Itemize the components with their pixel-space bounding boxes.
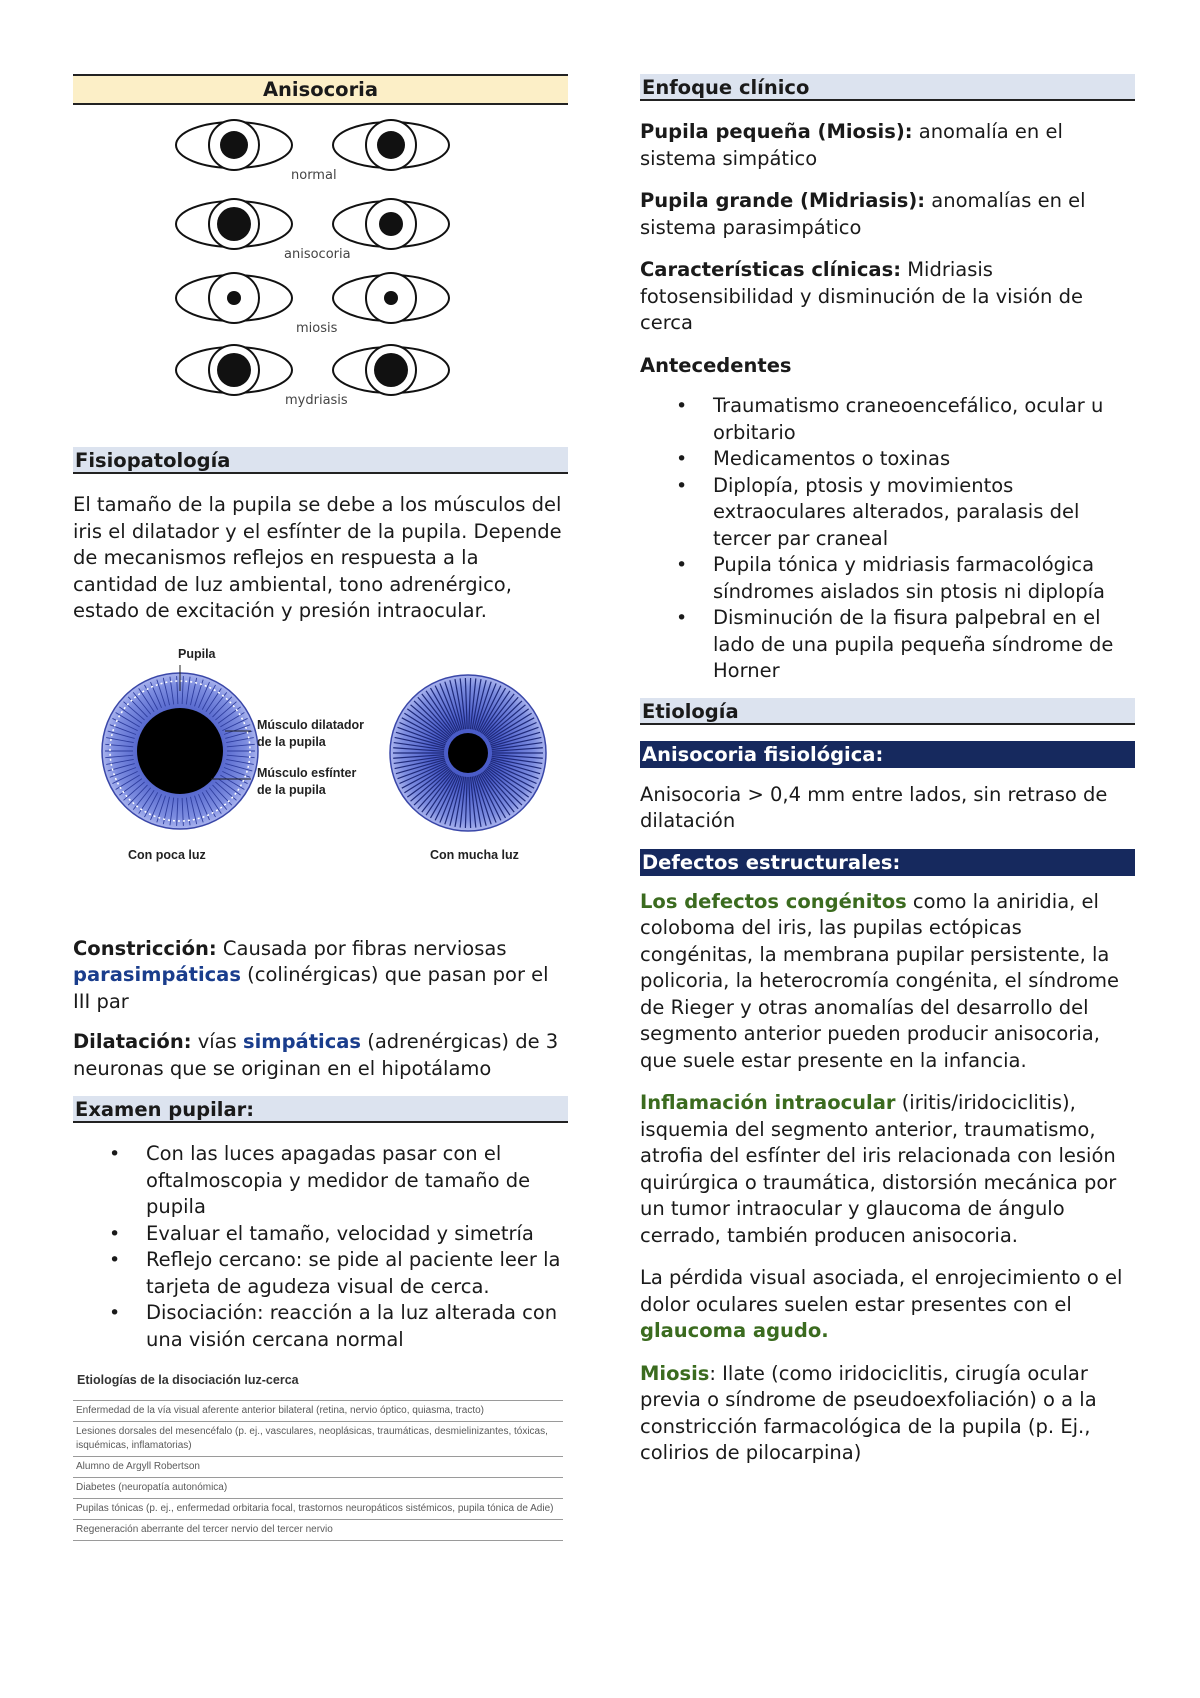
label-poca-luz: Con poca luz (128, 847, 206, 862)
table-row (73, 1457, 563, 1478)
miosis-etiologia-paragraph (640, 1361, 1135, 1467)
parasimpaticas-highlight: parasimpáticas (73, 963, 241, 986)
etiologia-heading: Etiología (640, 698, 1135, 725)
dilatacion-paragraph (73, 1029, 568, 1082)
eye-row-label: mydriasis (285, 393, 348, 408)
eye-mydriasis-right (333, 345, 449, 395)
miosis-etiologia-highlight: Miosis (640, 1361, 710, 1385)
miosis-label: Pupila pequeña (Miosis): (640, 120, 913, 143)
eye-row-label: normal (291, 168, 337, 183)
label-mucha-luz: Con mucha luz (430, 847, 519, 862)
fisiopatologia-heading: Fisiopatología (73, 447, 568, 474)
inflamacion-paragraph (640, 1090, 1135, 1249)
table-row (73, 1520, 563, 1541)
fisiologica-text: Anisocoria > 0,4 mm entre lados, sin retraso de dilatación (640, 782, 1108, 832)
etiologias-table-figure (73, 1373, 568, 1541)
iris-low-light (102, 673, 258, 829)
table-row (73, 1422, 563, 1457)
midriasis-label: Pupila grande (Midriasis): (640, 189, 926, 212)
fisiopatologia-text: El tamaño de la pupila se debe a los músculos del iris el dilatador y el esfínter de la pupila. Depende de mecanismos reflejos en respuesta a la cantidad de luz ambiental, tono adrenérgico, estado de excitación y presión intraocular. (73, 493, 562, 622)
eye-row-label: miosis (296, 321, 338, 336)
table-cell: Diabetes (neuropatía autonómica) (73, 1478, 563, 1499)
table-row (73, 1499, 563, 1520)
list-item: • Disminución de la fisura palpebral en el lado de una pupila pequeña síndrome de Horner (640, 605, 1135, 685)
enfoque-clinico-heading: Enfoque clínico (640, 74, 1135, 101)
iris-bright-light (390, 675, 546, 831)
table-cell: Lesiones dorsales del mesencéfalo (p. ej., vasculares, neoplásicas, traumáticas, desmielinizantes, tóxicas, isquémicas, inflamatorias) (73, 1422, 563, 1457)
table-cell: Alumno de Argyll Robertson (73, 1457, 563, 1478)
etiologias-table-title: Etiologías de la disociación luz-cerca (77, 1373, 299, 1387)
inflamacion-text: (iritis/iridociclitis), isquemia del segmento anterior, traumatismo, atrofia del esfínter del iris relacionada con lesión quirúrgica o traumática, distorsión mecánica por un tumor intraocular y glaucoma de ángulo cerrado, también producen anisocoria. (640, 1091, 1117, 1247)
perdida-visual-paragraph (640, 1265, 1135, 1345)
midriasis-text: anomalías en el sistema parasimpático (640, 189, 1086, 239)
eye-normal-right (333, 120, 449, 170)
eye-mydriasis-left (176, 345, 292, 395)
eye-anisocoria-right (333, 199, 449, 249)
defectos-estructurales-heading: Defectos estructurales: (640, 849, 1135, 876)
right-column (640, 74, 1135, 1467)
list-item: • Reflejo cercano: se pide al paciente leer la tarjeta de agudeza visual de cerca. (73, 1247, 568, 1300)
label-dilatador-1: Músculo dilatador (257, 717, 364, 732)
constriccion-text-2: (colinérgicas) que pasan por el III par (73, 963, 549, 1013)
table-row (73, 1401, 563, 1422)
label-esfinter-1: Músculo esfínter (257, 765, 357, 780)
antecedentes-list (640, 393, 1135, 685)
table-cell: Enfermedad de la vía visual aferente anterior bilateral (retina, nervio óptico, quiasma, tracto) (73, 1401, 563, 1422)
table-cell: Regeneración aberrante del tercer nervio del tercer nervio (73, 1520, 563, 1541)
eye-anisocoria-left (176, 199, 292, 249)
antecedentes-heading: Antecedentes (640, 353, 792, 377)
anisocoria-title: Anisocoria (73, 74, 568, 105)
dilatacion-text-2: (adrenérgicas) de 3 neuronas que se originan en el hipotálamo (73, 1030, 559, 1080)
caracteristicas-text: Midriasis fotosensibilidad y disminución de la visión de cerca (640, 258, 1083, 334)
label-pupila: Pupila (178, 646, 216, 661)
list-item: • Evaluar el tamaño, velocidad y simetría (73, 1221, 568, 1248)
miosis-text: anomalía en el sistema simpático (640, 120, 1063, 170)
examen-pupilar-list (73, 1141, 568, 1353)
list-item: • Diplopía, ptosis y movimientos extraoculares alterados, paralasis del tercer par craneal (640, 473, 1135, 553)
list-item: • Disociación: reacción a la luz alterada con una visión cercana normal (73, 1300, 568, 1353)
examen-pupilar-heading: Examen pupilar: (73, 1096, 568, 1123)
miosis-etiologia-text: : Ilate (como iridociclitis, cirugía ocular previa o síndrome de pseudoexfoliación) o a la constricción farmacológica de la pupila (p. Ej., colirios de pilocarpina) (640, 1361, 1097, 1464)
list-item: • Con las luces apagadas pasar con el oftalmoscopia y medidor de tamaño de pupila (73, 1141, 568, 1221)
constriccion-text-1: Causada por fibras nerviosas (216, 936, 507, 960)
caracteristicas-paragraph (640, 257, 1135, 337)
inflamacion-highlight: Inflamación intraocular (640, 1091, 896, 1114)
table-row (73, 1478, 563, 1499)
iris-muscle-diagram (73, 643, 553, 873)
list-item: • Pupila tónica y midriasis farmacológica síndromes aislados sin ptosis ni diplopía (640, 552, 1135, 605)
eye-normal-left (176, 120, 292, 170)
miosis-paragraph (640, 119, 1135, 172)
constriccion-label: Constricción: (73, 936, 217, 960)
left-column (73, 74, 568, 1541)
eye-row-label: anisocoria (284, 247, 351, 262)
eye-miosis-right (333, 273, 449, 323)
midriasis-paragraph (640, 188, 1135, 241)
congenitos-text: como la aniridia, el coloboma del iris, las pupilas ectópicas congénitas, la membrana pupilar persistente, la policoria, la heterocromía congénita, el síndrome de Rieger y otras anomalías del desarrollo del segmento anterior pueden producir anisocoria, que suele estar presente en la infancia. (640, 889, 1120, 1072)
caracteristicas-label: Características clínicas: (640, 258, 901, 281)
dilatacion-label: Dilatación: (73, 1030, 192, 1053)
dilatacion-text-1: vías (191, 1030, 243, 1053)
etiologias-table (73, 1400, 563, 1541)
label-dilatador-2: de la pupila (257, 734, 326, 749)
anisocoria-fisiologica-heading: Anisocoria fisiológica: (640, 741, 1135, 768)
list-item: • Medicamentos o toxinas (640, 446, 1135, 473)
simpaticas-highlight: simpáticas (242, 1030, 362, 1053)
eye-miosis-left (176, 273, 292, 323)
perdida-visual-text: La pérdida visual asociada, el enrojecimiento o el dolor oculares suelen estar presentes con el (640, 1266, 1123, 1316)
constriccion-paragraph (73, 936, 568, 1016)
glaucoma-agudo-highlight: glaucoma agudo. (640, 1319, 829, 1342)
label-esfinter-2: de la pupila (257, 782, 326, 797)
eye-comparison-diagram (73, 115, 568, 435)
table-cell: Pupilas tónicas (p. ej., enfermedad orbitaria focal, trastornos neuropáticos sistémicos, pupila tónica de Adie) (73, 1499, 563, 1520)
congenitos-paragraph (640, 889, 1135, 1075)
list-item: • Traumatismo craneoencefálico, ocular u orbitario (640, 393, 1135, 446)
congenitos-highlight: Los defectos congénitos (640, 889, 907, 913)
